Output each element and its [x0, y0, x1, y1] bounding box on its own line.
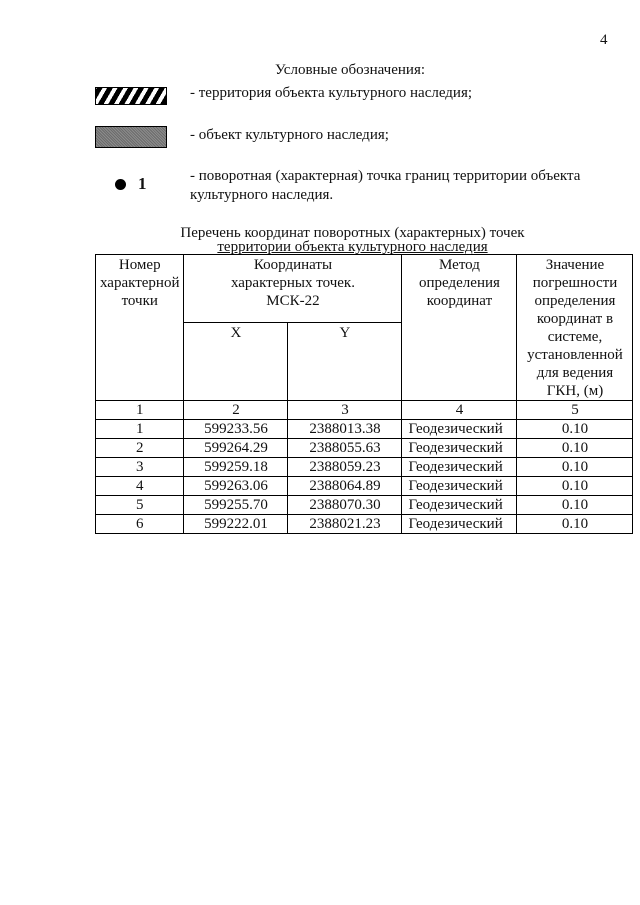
cell-x: 599259.18 — [184, 458, 288, 477]
cell-method: Геодезический — [402, 477, 517, 496]
column-number: 3 — [288, 401, 402, 420]
cell-number: 5 — [96, 496, 184, 515]
header-x: X — [184, 322, 288, 400]
cell-method: Геодезический — [402, 515, 517, 534]
cell-y: 2388055.63 — [288, 439, 402, 458]
table-title-line2: территории объекта культурного наследия — [217, 239, 488, 255]
legend-item-point — [95, 167, 615, 207]
cell-method: Геодезический — [402, 420, 517, 439]
table-row — [96, 515, 633, 534]
header-y: Y — [288, 322, 402, 400]
legend-text-territory: - территория объекта культурного наследия; — [190, 85, 473, 101]
cell-x: 599255.70 — [184, 496, 288, 515]
table-title-line1: Перечень координат поворотных (характерных) точек — [180, 225, 525, 241]
table-row — [96, 496, 633, 515]
table-row — [96, 458, 633, 477]
cell-method: Геодезический — [402, 439, 517, 458]
header-number: Номер характерной точки — [96, 255, 184, 401]
cell-y: 2388064.89 — [288, 477, 402, 496]
cell-accuracy: 0.10 — [517, 515, 633, 534]
point-icon — [115, 174, 147, 194]
column-number: 5 — [517, 401, 633, 420]
hatched-rect-icon — [95, 87, 167, 105]
table-row — [96, 420, 633, 439]
cell-method: Геодезический — [402, 458, 517, 477]
cell-y: 2388059.23 — [288, 458, 402, 477]
cell-number: 2 — [96, 439, 184, 458]
cell-number: 1 — [96, 420, 184, 439]
column-number: 1 — [96, 401, 184, 420]
cell-number: 3 — [96, 458, 184, 477]
legend-title: Условные обозначения: — [274, 62, 426, 78]
gray-rect-icon — [95, 126, 167, 148]
legend-text-point: - поворотная (характерная) точка границ территории объекта культурного наследия. — [190, 168, 581, 203]
column-number: 2 — [184, 401, 288, 420]
page-number: 4 — [600, 32, 608, 48]
coordinates-table — [95, 254, 633, 534]
cell-x: 599264.29 — [184, 439, 288, 458]
cell-y: 2388021.23 — [288, 515, 402, 534]
cell-number: 4 — [96, 477, 184, 496]
cell-accuracy: 0.10 — [517, 496, 633, 515]
cell-accuracy: 0.10 — [517, 458, 633, 477]
dot-icon — [115, 179, 126, 190]
cell-x: 599222.01 — [184, 515, 288, 534]
cell-method: Геодезический — [402, 496, 517, 515]
table-row — [96, 439, 633, 458]
column-number: 4 — [402, 401, 517, 420]
cell-y: 2388070.30 — [288, 496, 402, 515]
cell-x: 599263.06 — [184, 477, 288, 496]
cell-accuracy: 0.10 — [517, 477, 633, 496]
table-title — [95, 226, 610, 254]
legend-item-territory — [95, 84, 615, 108]
cell-y: 2388013.38 — [288, 420, 402, 439]
column-numbers-row — [96, 401, 633, 420]
table-row — [96, 477, 633, 496]
header-method: Метод определения координат — [402, 255, 517, 401]
header-accuracy: Значение погрешности определения координат в системе, установленной для ведения ГКН, (м) — [517, 255, 633, 401]
legend-text-object: - объект культурного наследия; — [190, 127, 389, 143]
cell-accuracy: 0.10 — [517, 420, 633, 439]
cell-accuracy: 0.10 — [517, 439, 633, 458]
cell-x: 599233.56 — [184, 420, 288, 439]
cell-number: 6 — [96, 515, 184, 534]
header-coords: Координаты характерных точек. МСК-22 — [184, 255, 402, 323]
point-symbol-label: 1 — [138, 174, 147, 193]
legend-item-object — [95, 126, 615, 152]
